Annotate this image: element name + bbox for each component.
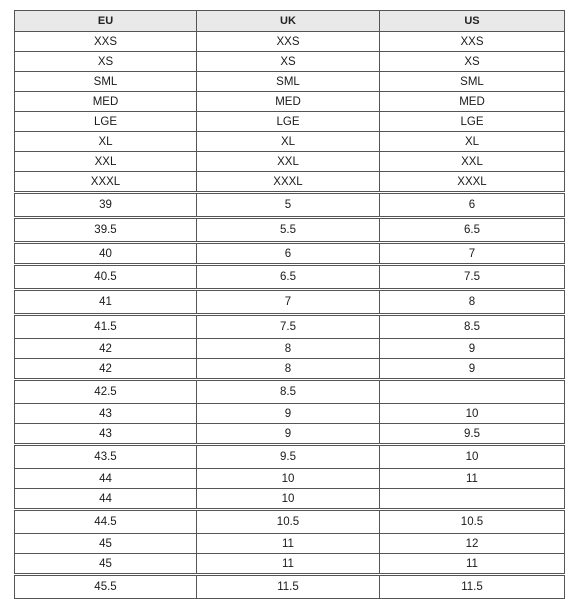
cell-uk: XXL: [197, 152, 380, 172]
cell-eu: 39: [15, 193, 197, 218]
cell-uk: 10: [197, 469, 380, 489]
table-row: [15, 112, 565, 132]
cell-uk: 11: [197, 534, 380, 554]
cell-us: 10: [380, 445, 565, 469]
cell-eu: 41: [15, 290, 197, 315]
cell-uk: 7.5: [197, 315, 380, 339]
cell-uk: 9.5: [197, 445, 380, 469]
cell-uk: 5: [197, 193, 380, 218]
table-row: [15, 72, 565, 92]
cell-us: [380, 380, 565, 404]
cell-eu: 40: [15, 243, 197, 265]
table-row: [15, 243, 565, 265]
cell-uk: 5.5: [197, 218, 380, 243]
table-row: [15, 92, 565, 112]
cell-us: XS: [380, 52, 565, 72]
table-row: [15, 32, 565, 52]
table-row: [15, 339, 565, 359]
cell-us: 9: [380, 339, 565, 359]
cell-us: 6.5: [380, 218, 565, 243]
cell-us: 8: [380, 290, 565, 315]
table-row: [15, 424, 565, 445]
header-eu: EU: [15, 11, 197, 32]
cell-eu: 43: [15, 424, 197, 445]
cell-uk: 9: [197, 404, 380, 424]
table-row: [15, 193, 565, 218]
table-row: [15, 152, 565, 172]
cell-eu: MED: [15, 92, 197, 112]
cell-uk: XL: [197, 132, 380, 152]
cell-eu: 42.5: [15, 380, 197, 404]
table-row: [15, 469, 565, 489]
cell-uk: MED: [197, 92, 380, 112]
cell-uk: XXXL: [197, 172, 380, 193]
cell-us: 8.5: [380, 315, 565, 339]
cell-us: 9: [380, 359, 565, 380]
cell-uk: 11: [197, 554, 380, 575]
cell-eu: 39.5: [15, 218, 197, 243]
cell-eu: 44: [15, 489, 197, 510]
cell-uk: 8.5: [197, 380, 380, 404]
cell-uk: 6: [197, 243, 380, 265]
cell-uk: XS: [197, 52, 380, 72]
cell-eu: LGE: [15, 112, 197, 132]
cell-eu: 45.5: [15, 575, 197, 599]
cell-eu: 44.5: [15, 510, 197, 534]
cell-uk: 8: [197, 359, 380, 380]
table-row: [15, 290, 565, 315]
cell-us: 11.5: [380, 575, 565, 599]
cell-eu: 43: [15, 404, 197, 424]
cell-eu: 44: [15, 469, 197, 489]
cell-us: [380, 489, 565, 510]
cell-uk: 10: [197, 489, 380, 510]
table-row: [15, 172, 565, 193]
table-row: [15, 315, 565, 339]
cell-us: 11: [380, 554, 565, 575]
cell-eu: XS: [15, 52, 197, 72]
cell-eu: 42: [15, 359, 197, 380]
table-row: [15, 445, 565, 469]
cell-us: 10.5: [380, 510, 565, 534]
cell-eu: XXXL: [15, 172, 197, 193]
cell-us: 7: [380, 243, 565, 265]
cell-uk: SML: [197, 72, 380, 92]
cell-us: 6: [380, 193, 565, 218]
cell-eu: SML: [15, 72, 197, 92]
cell-us: XXL: [380, 152, 565, 172]
cell-uk: 10.5: [197, 510, 380, 534]
cell-us: MED: [380, 92, 565, 112]
table-row: [15, 510, 565, 534]
cell-us: XXS: [380, 32, 565, 52]
cell-uk: LGE: [197, 112, 380, 132]
cell-uk: XXS: [197, 32, 380, 52]
cell-uk: 11.5: [197, 575, 380, 599]
table-row: [15, 52, 565, 72]
cell-eu: 40.5: [15, 265, 197, 290]
table-body: [15, 32, 565, 599]
header-uk: UK: [197, 11, 380, 32]
cell-us: XL: [380, 132, 565, 152]
table-row: [15, 380, 565, 404]
table-row: [15, 489, 565, 510]
cell-us: SML: [380, 72, 565, 92]
cell-us: LGE: [380, 112, 565, 132]
cell-eu: XXL: [15, 152, 197, 172]
table-row: [15, 218, 565, 243]
cell-eu: 43.5: [15, 445, 197, 469]
table-row: [15, 534, 565, 554]
cell-eu: XXS: [15, 32, 197, 52]
table-row: [15, 575, 565, 599]
cell-uk: 7: [197, 290, 380, 315]
cell-us: 11: [380, 469, 565, 489]
cell-eu: XL: [15, 132, 197, 152]
table-row: [15, 404, 565, 424]
cell-uk: 6.5: [197, 265, 380, 290]
cell-eu: 41.5: [15, 315, 197, 339]
cell-us: 12: [380, 534, 565, 554]
cell-us: 10: [380, 404, 565, 424]
cell-us: XXXL: [380, 172, 565, 193]
table-row: [15, 554, 565, 575]
cell-eu: 42: [15, 339, 197, 359]
table-row: [15, 132, 565, 152]
table-row: [15, 265, 565, 290]
cell-uk: 9: [197, 424, 380, 445]
header-row: [15, 11, 565, 32]
table-row: [15, 359, 565, 380]
cell-us: 7.5: [380, 265, 565, 290]
cell-eu: 45: [15, 534, 197, 554]
header-us: US: [380, 11, 565, 32]
size-conversion-table: [14, 10, 565, 599]
cell-uk: 8: [197, 339, 380, 359]
table-header: [15, 11, 565, 32]
cell-eu: 45: [15, 554, 197, 575]
cell-us: 9.5: [380, 424, 565, 445]
